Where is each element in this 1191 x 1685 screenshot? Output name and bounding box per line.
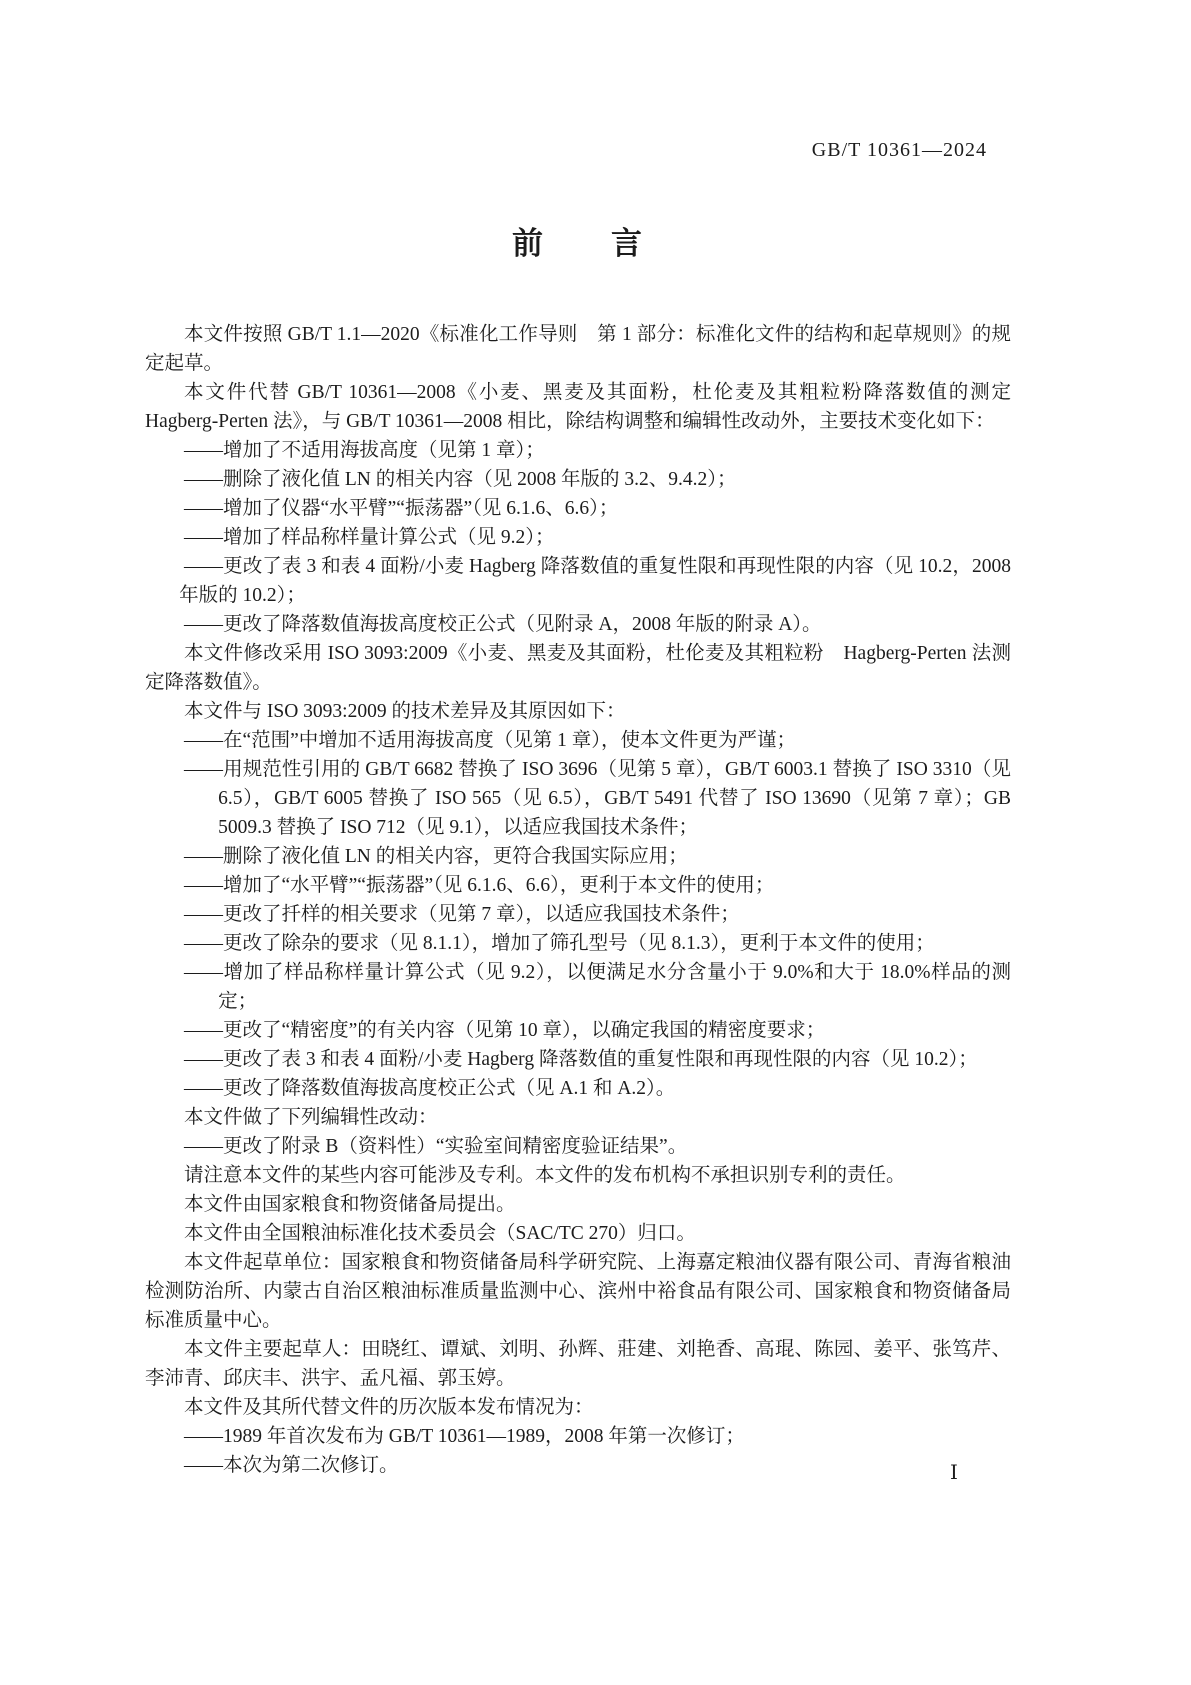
document-body xyxy=(145,320,1031,1480)
list-item: ——更改了降落数值海拔高度校正公式（见附录 A，2008 年版的附录 A）。 xyxy=(184,614,822,635)
list-item: ——更改了表 3 和表 4 面粉/小麦 Hagberg 降落数值的重复性限和再现性限的内容（见 10.2）； xyxy=(184,1049,978,1070)
standard-number: GB/T 10361—2024 xyxy=(811,139,987,161)
list-item: ——更改了扦样的相关要求（见第 7 章），以适应我国技术条件； xyxy=(184,904,740,925)
list-item: ——增加了不适用海拔高度（见第 1 章）； xyxy=(184,440,545,461)
paragraph: 本文件由国家粮食和物资储备局提出。 xyxy=(184,1194,516,1215)
list-item: ——本次为第二次修订。 xyxy=(184,1455,399,1476)
list-item: ——在“范围”中增加不适用海拔高度（见第 1 章），使本文件更为严谨； xyxy=(184,730,797,751)
paragraph: 本文件主要起草人：田晓红、谭斌、刘明、孙辉、莊建、刘艳香、高琨、陈园、姜平、张笃芹、李沛青、邱庆丰、洪宇、孟凡福、郭玉婷。 xyxy=(145,1339,1011,1389)
list-item: ——增加了“水平臂”“振荡器”（见 6.1.6、6.6），更利于本文件的使用； xyxy=(184,875,775,896)
paragraph: 本文件与 ISO 3093:2009 的技术差异及其原因如下： xyxy=(184,701,626,722)
paragraph: 本文件代替 GB/T 10361—2008《小麦、黑麦及其面粉，杜伦麦及其粗粒粉降落数值的测定 Hagberg-Perten 法》，与 GB/T 10361—2008 相比，除结构调整和编辑性改动外，主要技术变化如下： xyxy=(145,382,1031,432)
page-number: Ⅰ xyxy=(950,1462,958,1484)
list-item: ——更改了附录 B（资料性）“实验室间精密度验证结果”。 xyxy=(184,1136,688,1157)
list-item: ——增加了仪器“水平臂”“振荡器”（见 6.1.6、6.6）； xyxy=(184,498,619,519)
paragraph: 本文件起草单位：国家粮食和物资储备局科学研究院、上海嘉定粮油仪器有限公司、青海省粮油检测防治所、内蒙古自治区粮油标准质量监测中心、滨州中裕食品有限公司、国家粮食和物资储备局标准质量中心。 xyxy=(145,1252,1011,1331)
list-item: ——1989 年首次发布为 GB/T 10361—1989，2008 年第一次修订； xyxy=(184,1426,745,1447)
paragraph: 本文件由全国粮油标准化技术委员会（SAC/TC 270）归口。 xyxy=(184,1223,696,1244)
list-item: ——更改了降落数值海拔高度校正公式（见 A.1 和 A.2）。 xyxy=(184,1078,676,1099)
list-item: ——用规范性引用的 GB/T 6682 替换了 ISO 3696（见第 5 章），GB/T 6003.1 替换了 ISO 3310（见 6.5），GB/T 6005 替换了 ISO 565（见 6.5），GB/T 5491 代替了 ISO 13690（见第 7 章）；GB 5009.3 替换了 ISO 712（见 9.1），以适应我国技术条件； xyxy=(184,759,1011,838)
list-item: ——增加了样品称样量计算公式（见 9.2）； xyxy=(184,527,555,548)
paragraph: 本文件及其所代替文件的历次版本发布情况为： xyxy=(184,1397,594,1418)
list-item: ——更改了除杂的要求（见 8.1.1），增加了筛孔型号（见 8.1.3），更利于本文件的使用； xyxy=(184,933,935,954)
paragraph: 本文件按照 GB/T 1.1—2020《标准化工作导则 第 1 部分：标准化文件的结构和起草规则》的规定起草。 xyxy=(145,324,1011,374)
list-item: ——删除了液化值 LN 的相关内容，更符合我国实际应用； xyxy=(184,846,688,867)
paragraph: 本文件做了下列编辑性改动： xyxy=(184,1107,438,1128)
list-item: ——增加了样品称样量计算公式（见 9.2），以便满足水分含量小于 9.0%和大于 18.0%样品的测定； xyxy=(184,962,1011,1012)
page-title: 前 言 xyxy=(512,226,644,261)
list-item: ——更改了表 3 和表 4 面粉/小麦 Hagberg 降落数值的重复性限和再现性限的内容（见 10.2，2008 年版的 10.2）； xyxy=(179,556,1011,606)
list-item: ——更改了“精密度”的有关内容（见第 10 章），以确定我国的精密度要求； xyxy=(184,1020,826,1041)
paragraph: 本文件修改采用 ISO 3093:2009《小麦、黑麦及其面粉，杜伦麦及其粗粒粉 Hagberg-Perten 法测定降落数值》。 xyxy=(145,643,1011,693)
paragraph: 请注意本文件的某些内容可能涉及专利。本文件的发布机构不承担识别专利的责任。 xyxy=(184,1165,906,1186)
list-item: ——删除了液化值 LN 的相关内容（见 2008 年版的 3.2、9.4.2）； xyxy=(184,469,737,490)
